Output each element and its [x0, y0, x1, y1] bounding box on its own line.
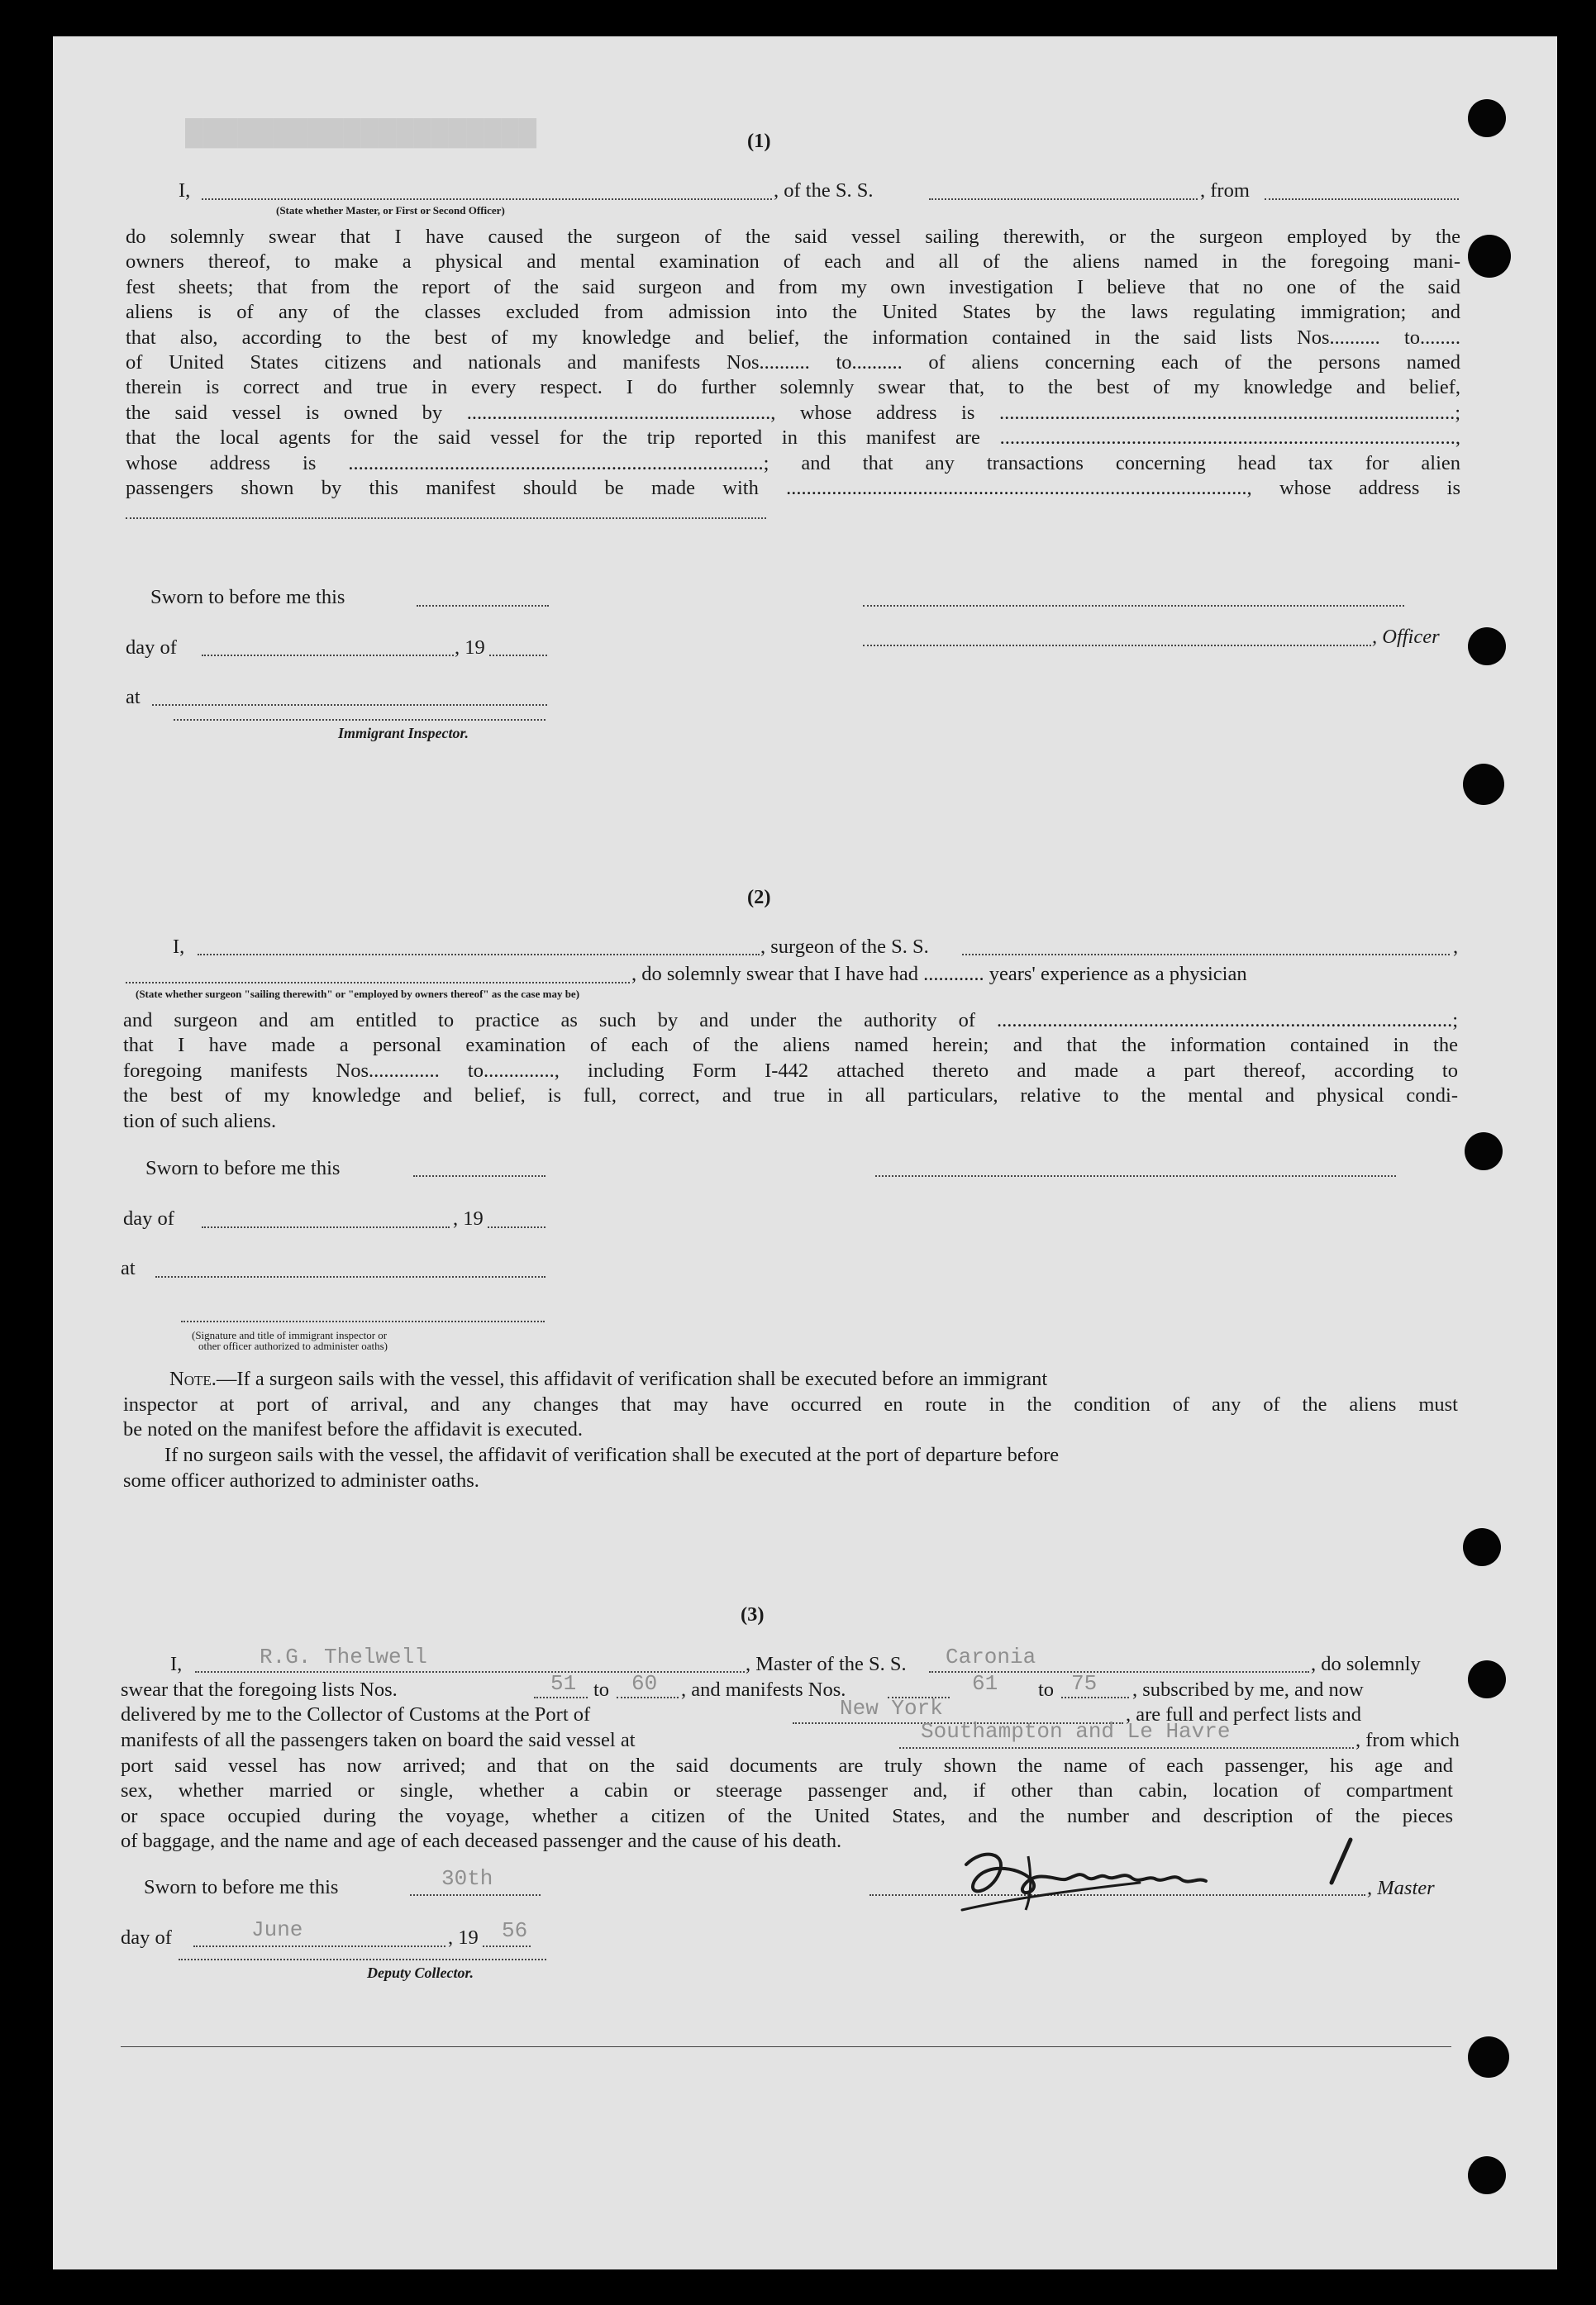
- s3-master-label: , Master: [1367, 1877, 1435, 1899]
- s1-name-field[interactable]: [202, 198, 772, 200]
- punch-hole: [1468, 235, 1511, 278]
- s1-body-line: whose address is ..................................................................................; and that any transactions concerning head tax for alien: [126, 451, 1460, 474]
- s2-body-line: and surgeon and am entitled to practice as such by and under the authority of ..........................................................................................;: [123, 1009, 1458, 1031]
- note-line: be noted on the manifest before the affidavit is executed.: [123, 1418, 584, 1441]
- s2-sworn: Sworn to before me this: [145, 1157, 341, 1179]
- note-line: inspector at port of arrival, and any changes that may have occurred en route in the condition of any of the aliens must: [123, 1393, 1458, 1416]
- s1-officer-label: , Officer: [1372, 626, 1440, 648]
- s2-body: [123, 1008, 1458, 1134]
- s3-master: , Master of the S. S.: [746, 1653, 907, 1675]
- s1-inspector-label: Immigrant Inspector.: [338, 725, 469, 741]
- s3-sworn: Sworn to before me this: [144, 1876, 339, 1898]
- s2-body-line: foregoing manifests Nos.............. to.............., including Form I-442 attached thereto and made a part thereof, according to: [123, 1059, 1458, 1082]
- s1-body-line: owners thereof, to make a physical and mental examination of each and all of the aliens named in the foregoing mani-: [126, 250, 1460, 274]
- s1-body-line: aliens is of any of the classes excluded from admission into the United States by the laws regulating immigration; and: [126, 301, 1460, 324]
- s3-day-field[interactable]: [193, 1945, 445, 1947]
- s3-body-line: sex, whether married or single, whether a cabin or steerage passenger and, if other than cabin, location of compartment: [121, 1779, 1453, 1803]
- s1-of-ss: , of the S. S.: [774, 179, 874, 202]
- s3-ship-value: Caronia: [946, 1645, 1036, 1669]
- s2-note: [169, 1367, 1047, 1392]
- s3-deputy-label: Deputy Collector.: [367, 1964, 474, 1981]
- s3-i: I,: [170, 1653, 183, 1675]
- s1-year-field[interactable]: [489, 655, 547, 656]
- s2-body-line: that I have made a personal examination of each of the aliens named herein; and that the information contained in the: [123, 1034, 1458, 1057]
- s1-at: at: [126, 686, 141, 708]
- s1-officer-sign-field[interactable]: [863, 605, 1404, 607]
- s2-capacity-field[interactable]: [126, 982, 630, 983]
- s2-surgeon-sign-field[interactable]: [875, 1175, 1396, 1177]
- s3-year: , 19: [448, 1926, 479, 1949]
- s3-l4-a: manifests of all the passengers taken on board the said vessel at: [121, 1729, 636, 1751]
- punch-hole: [1468, 627, 1506, 665]
- s1-day-field[interactable]: [202, 655, 454, 656]
- s1-body-line: do solemnly swear that I have caused the surgeon of the said vessel sailing therewith, or the surgeon employed by the: [126, 226, 1460, 248]
- punch-hole: [1463, 1528, 1501, 1566]
- s2-caption: (State whether surgeon "sailing therewith" or "employed by owners thereof" as the case may be): [136, 988, 580, 1000]
- punch-hole: [1468, 1660, 1506, 1698]
- s1-at-field[interactable]: [152, 704, 547, 706]
- s1-officer-field[interactable]: [863, 645, 1371, 646]
- s1-address-field[interactable]: [126, 517, 766, 519]
- bottom-divider: [121, 2046, 1451, 2047]
- s3-year-field[interactable]: [483, 1945, 531, 1947]
- s2-caption-sig-1: (Signature and title of immigrant inspector or: [192, 1329, 388, 1341]
- s3-l2-manifests: , and manifests Nos.: [681, 1679, 846, 1701]
- bleed-through-header: ████████████████████: [185, 120, 537, 147]
- s3-embarked-field[interactable]: [899, 1747, 1354, 1749]
- s2-note2-line2: some officer authorized to administer oaths.: [123, 1469, 479, 1492]
- s2-line2: , do solemnly swear that I have had ............ years' experience as a physician: [631, 963, 1247, 985]
- s3-year-value: 56: [502, 1918, 528, 1943]
- s2-at-field[interactable]: [155, 1276, 545, 1278]
- s2-note-cont: [123, 1393, 1458, 1443]
- punch-hole: [1468, 99, 1506, 137]
- s1-caption: (State whether Master, or First or Second Officer): [276, 204, 505, 217]
- s1-ship-field[interactable]: [929, 198, 1198, 200]
- s2-inspector-sign-field[interactable]: [181, 1321, 545, 1322]
- note-line: —If a surgeon sails with the vessel, this affidavit of verification shall be executed before an immigrant: [216, 1368, 1048, 1390]
- manifest-page: [53, 36, 1557, 2269]
- s1-body-line: of United States citizens and nationals and manifests Nos.......... to.......... of aliens concerning each of the persons named: [126, 351, 1460, 374]
- s1-body-line: that also, according to the best of my knowledge and belief, the information contained in the said lists Nos.......... to........: [126, 326, 1460, 349]
- section1-heading: (1): [747, 130, 771, 152]
- s2-sworn-field[interactable]: [413, 1175, 545, 1177]
- s2-day-of: day of: [123, 1207, 174, 1230]
- s3-l4-b: , from which: [1355, 1729, 1460, 1751]
- s3-lists-from-value: 51: [550, 1671, 577, 1696]
- s2-surgeon: , surgeon of the S. S.: [760, 936, 929, 958]
- s3-port-value: New York: [840, 1696, 943, 1721]
- s2-day-field[interactable]: [202, 1226, 450, 1228]
- s1-body: [126, 225, 1460, 501]
- s3-l2-to1: to: [593, 1679, 610, 1701]
- s3-manifests-to-field[interactable]: [1061, 1697, 1129, 1698]
- punch-hole: [1465, 1132, 1503, 1170]
- s2-name-field[interactable]: [198, 954, 760, 955]
- punch-hole: [1463, 764, 1504, 805]
- s2-year: , 19: [453, 1207, 484, 1230]
- s1-i: I,: [179, 179, 191, 202]
- s1-body-line: therein is correct and true in every respect. I do further solemnly swear that, to the best of my knowledge and belief,: [126, 376, 1460, 399]
- s2-caption-sig-2: other officer authorized to administer oaths): [198, 1340, 388, 1352]
- s3-month-value: June: [251, 1917, 303, 1942]
- s3-lists-to-field[interactable]: [617, 1697, 679, 1698]
- s3-l2-to2: to: [1038, 1679, 1055, 1701]
- s3-sworn-value: 30th: [441, 1866, 493, 1891]
- s3-lists-to-value: 60: [631, 1671, 658, 1696]
- s1-body-line: passengers shown by this manifest should be made with ..........................................................................................., whose address is: [126, 477, 1460, 500]
- s1-sworn-field[interactable]: [417, 605, 549, 607]
- s3-body-line: of baggage, and the name and age of each deceased passenger and the cause of his death.: [121, 1830, 842, 1853]
- s3-embarked-value: Southampton and Le Havre: [921, 1719, 1231, 1744]
- section2-heading: (2): [747, 886, 771, 908]
- master-signature: [950, 1831, 1379, 1939]
- s1-from: , from: [1200, 179, 1250, 202]
- s3-name-value: R.G. Thelwell: [260, 1645, 427, 1669]
- s3-deputy-sign-field[interactable]: [179, 1959, 546, 1960]
- s1-body-line: the said vessel is owned by ............................................................, whose address is ..........................................................................................;: [126, 401, 1460, 424]
- s3-name-field[interactable]: [195, 1671, 745, 1673]
- punch-hole: [1468, 2156, 1506, 2194]
- s3-manifests-from-value: 61: [972, 1671, 998, 1696]
- s2-body-line: tion of such aliens.: [123, 1109, 277, 1132]
- s3-body-line: port said vessel has now arrived; and that on the said documents are truly shown the name of each passenger, his age and: [121, 1755, 1453, 1777]
- s2-note2-line1: If no surgeon sails with the vessel, the affidavit of verification shall be executed at the port of departure before: [164, 1444, 1060, 1466]
- s1-from-field[interactable]: [1265, 198, 1459, 200]
- s2-at: at: [121, 1257, 136, 1279]
- s1-year: , 19: [455, 636, 485, 659]
- s2-i: I,: [173, 936, 185, 958]
- s3-sworn-field[interactable]: [410, 1894, 541, 1896]
- s3-lists-from-field[interactable]: [534, 1697, 588, 1698]
- s3-l3-b: , are full and perfect lists and: [1126, 1703, 1362, 1726]
- s3-l2-a: swear that the foregoing lists Nos.: [121, 1679, 398, 1701]
- s3-body-line: or space occupied during the voyage, whether a citizen of the United States, and the number and description of the pieces: [121, 1804, 1453, 1827]
- note-label: Note.: [169, 1368, 217, 1390]
- punch-hole: [1468, 2036, 1509, 2078]
- s3-manifests-to-value: 75: [1071, 1671, 1098, 1696]
- section3-heading: (3): [741, 1603, 765, 1626]
- s3-day-of: day of: [121, 1926, 172, 1949]
- s3-l2-subscribed: , subscribed by me, and now: [1132, 1679, 1364, 1701]
- s2-year-field[interactable]: [488, 1226, 545, 1228]
- s2-body-line: the best of my knowledge and belief, is full, correct, and true in all particulars, relative to the mental and physical condi-: [123, 1084, 1458, 1107]
- s3-l3-a: delivered by me to the Collector of Customs at the Port of: [121, 1703, 591, 1726]
- s2-comma: ,: [1453, 936, 1459, 958]
- s1-day-of: day of: [126, 636, 177, 659]
- s1-body-line: that the local agents for the said vessel for the trip reported in this manifest are ..........................................................................................,: [126, 426, 1460, 450]
- s3-solemnly: , do solemnly: [1311, 1653, 1421, 1675]
- s2-ship-field[interactable]: [962, 954, 1450, 955]
- s1-sworn: Sworn to before me this: [150, 586, 345, 608]
- s1-body-line: fest sheets; that from the report of the said surgeon and from my own investigation I believe that no one of the said: [126, 275, 1460, 298]
